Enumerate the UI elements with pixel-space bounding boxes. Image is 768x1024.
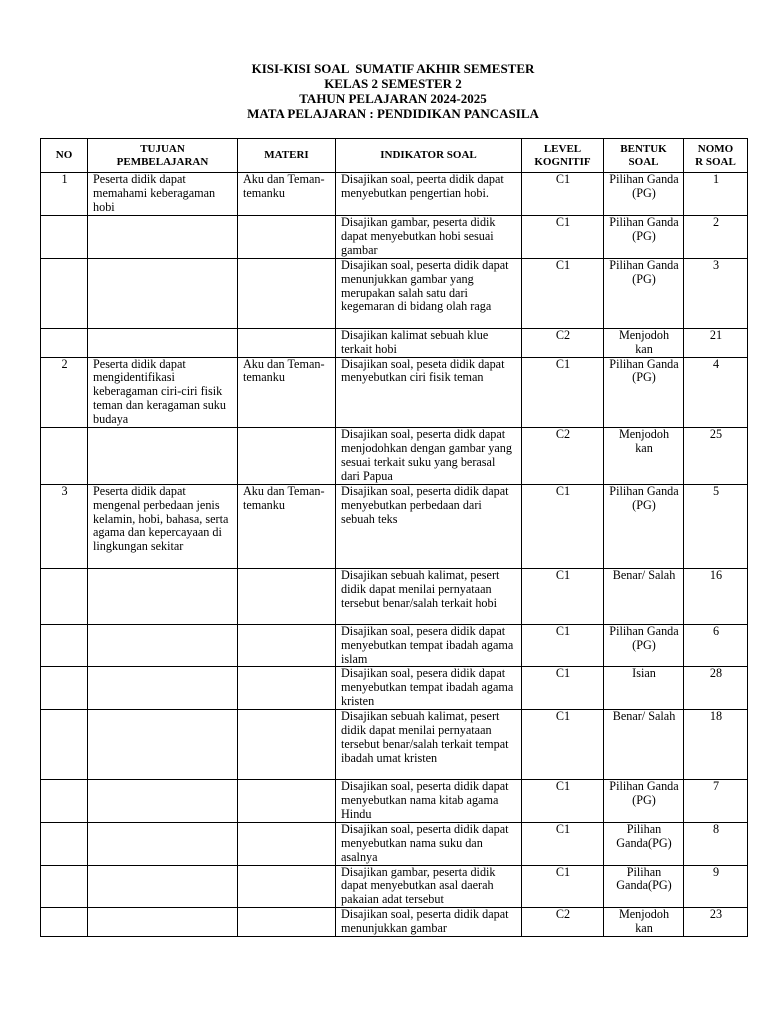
cell-no: 1: [41, 173, 88, 216]
header-line-3: TAHUN PELAJARAN 2024-2025: [299, 91, 487, 106]
cell-nomor: 2: [684, 216, 748, 259]
header-line-1: KISI-KISI SOAL SUMATIF AKHIR SEMESTER: [251, 61, 535, 76]
cell-indikator: Disajikan gambar, peserta didik dapat menyebutkan hobi sesuai gambar: [336, 216, 522, 259]
cell-no: [41, 908, 88, 937]
cell-materi: [238, 780, 336, 823]
table-row: [41, 484, 748, 568]
cell-bentuk: Menjodoh kan: [604, 328, 684, 357]
cell-nomor: 4: [684, 357, 748, 428]
cell-indikator: Disajikan sebuah kalimat, pesert didik dapat menilai pernyataan tersebut benar/salah terkait hobi: [336, 568, 522, 624]
cell-indikator: Disajikan soal, peserta didik dapat menunjukkan gambar yang merupakan salah satu dari kegemaran di bidang olah raga: [336, 258, 522, 328]
cell-bentuk: Pilihan Ganda (PG): [604, 624, 684, 667]
table-row: [41, 780, 748, 823]
cell-nomor: 23: [684, 908, 748, 937]
table-row: [41, 908, 748, 937]
cell-nomor: 18: [684, 710, 748, 780]
cell-indikator: Disajikan soal, peserta didik dapat menunjukkan gambar: [336, 908, 522, 937]
cell-indikator: Disajikan kalimat sebuah klue terkait hobi: [336, 328, 522, 357]
cell-materi: [238, 216, 336, 259]
cell-materi: [238, 667, 336, 710]
cell-nomor: 25: [684, 428, 748, 485]
cell-indikator: Disajikan soal, peerta didik dapat menyebutkan pengertian hobi.: [336, 173, 522, 216]
cell-tujuan: Peserta didik dapat mengenal perbedaan jenis kelamin, hobi, bahasa, serta agama dan kepercayaan di lingkungan sekitar: [88, 484, 238, 568]
cell-nomor: 1: [684, 173, 748, 216]
cell-level: C1: [522, 216, 604, 259]
cell-nomor: 5: [684, 484, 748, 568]
table-row: [41, 173, 748, 216]
cell-indikator: Disajikan soal, peserta didik dapat menyebutkan perbedaan dari sebuah teks: [336, 484, 522, 568]
cell-tujuan: [88, 258, 238, 328]
cell-indikator: Disajikan soal, pesera didik dapat menyebutkan tempat ibadah agama kristen: [336, 667, 522, 710]
cell-no: [41, 624, 88, 667]
header-line-4: MATA PELAJARAN : PENDIDIKAN PANCASILA: [247, 106, 539, 121]
cell-nomor: 6: [684, 624, 748, 667]
table-header-row: [41, 139, 748, 173]
table-body: [41, 173, 748, 937]
cell-nomor: 3: [684, 258, 748, 328]
header-line-2: KELAS 2 SEMESTER 2: [324, 76, 462, 91]
cell-indikator: Disajikan sebuah kalimat, pesert didik dapat menilai pernyataan tersebut benar/salah terkait tempat ibadah umat kristen: [336, 710, 522, 780]
cell-tujuan: [88, 624, 238, 667]
table-row: [41, 865, 748, 908]
cell-bentuk: Pilihan Ganda(PG): [604, 822, 684, 865]
col-header-indikator: INDIKATOR SOAL: [336, 139, 522, 173]
table-row: [41, 667, 748, 710]
cell-tujuan: [88, 822, 238, 865]
cell-bentuk: Pilihan Ganda (PG): [604, 216, 684, 259]
cell-no: 2: [41, 357, 88, 428]
cell-level: C2: [522, 908, 604, 937]
col-header-materi: MATERI: [238, 139, 336, 173]
cell-materi: Aku dan Teman-temanku: [238, 173, 336, 216]
cell-tujuan: [88, 710, 238, 780]
cell-materi: [238, 428, 336, 485]
col-header-nomor: NOMO R SOAL: [684, 139, 748, 173]
cell-tujuan: [88, 216, 238, 259]
table-row: [41, 328, 748, 357]
table-row: [41, 710, 748, 780]
cell-materi: [238, 258, 336, 328]
cell-indikator: Disajikan soal, peserta didik dapat menyebutkan nama suku dan asalnya: [336, 822, 522, 865]
col-header-tujuan: TUJUAN PEMBELAJARAN: [88, 139, 238, 173]
cell-materi: [238, 822, 336, 865]
cell-bentuk: Menjodoh kan: [604, 908, 684, 937]
table-row: [41, 568, 748, 624]
cell-nomor: 16: [684, 568, 748, 624]
cell-materi: [238, 908, 336, 937]
cell-bentuk: Pilihan Ganda (PG): [604, 258, 684, 328]
cell-materi: [238, 710, 336, 780]
cell-indikator: Disajikan soal, peserta didk dapat menjodohkan dengan gambar yang sesuai terkait suku yang berasal dari Papua: [336, 428, 522, 485]
cell-indikator: Disajikan gambar, peserta didik dapat menyebutkan asal daerah pakaian adat tersebut: [336, 865, 522, 908]
cell-no: [41, 667, 88, 710]
cell-materi: [238, 865, 336, 908]
cell-level: C1: [522, 173, 604, 216]
cell-materi: [238, 624, 336, 667]
col-header-bentuk: BENTUK SOAL: [604, 139, 684, 173]
table-row: [41, 357, 748, 428]
cell-materi: [238, 568, 336, 624]
cell-bentuk: Pilihan Ganda(PG): [604, 865, 684, 908]
cell-tujuan: [88, 780, 238, 823]
cell-level: C1: [522, 258, 604, 328]
cell-level: C1: [522, 822, 604, 865]
cell-indikator: Disajikan soal, pesera didik dapat menyebutkan tempat ibadah agama islam: [336, 624, 522, 667]
cell-materi: [238, 328, 336, 357]
table-row: [41, 822, 748, 865]
document-header: [0, 61, 768, 121]
cell-materi: Aku dan Teman-temanku: [238, 357, 336, 428]
cell-nomor: 28: [684, 667, 748, 710]
cell-level: C1: [522, 780, 604, 823]
cell-nomor: 9: [684, 865, 748, 908]
kisi-kisi-table: [40, 138, 748, 937]
cell-bentuk: Pilihan Ganda (PG): [604, 484, 684, 568]
cell-level: C1: [522, 710, 604, 780]
cell-level: C1: [522, 568, 604, 624]
cell-no: [41, 216, 88, 259]
cell-tujuan: [88, 568, 238, 624]
cell-bentuk: Isian: [604, 667, 684, 710]
col-header-level: LEVEL KOGNITIF: [522, 139, 604, 173]
cell-level: C2: [522, 428, 604, 485]
cell-level: C1: [522, 865, 604, 908]
cell-tujuan: [88, 328, 238, 357]
table-row: [41, 216, 748, 259]
cell-tujuan: [88, 667, 238, 710]
cell-tujuan: Peserta didik dapat memahami keberagaman hobi: [88, 173, 238, 216]
cell-bentuk: Menjodoh kan: [604, 428, 684, 485]
cell-no: [41, 865, 88, 908]
cell-level: C1: [522, 484, 604, 568]
cell-indikator: Disajikan soal, peserta didik dapat menyebutkan nama kitab agama Hindu: [336, 780, 522, 823]
cell-level: C2: [522, 328, 604, 357]
cell-tujuan: [88, 908, 238, 937]
cell-tujuan: [88, 865, 238, 908]
col-header-no: NO: [41, 139, 88, 173]
cell-no: [41, 568, 88, 624]
cell-nomor: 21: [684, 328, 748, 357]
cell-no: 3: [41, 484, 88, 568]
cell-tujuan: Peserta didik dapat mengidentifikasi keberagaman ciri-ciri fisik teman dan keragaman suku budaya: [88, 357, 238, 428]
cell-no: [41, 780, 88, 823]
table-row: [41, 258, 748, 328]
cell-no: [41, 822, 88, 865]
cell-level: C1: [522, 667, 604, 710]
cell-no: [41, 328, 88, 357]
table-row: [41, 428, 748, 485]
cell-nomor: 8: [684, 822, 748, 865]
cell-bentuk: Pilihan Ganda (PG): [604, 173, 684, 216]
cell-bentuk: Benar/ Salah: [604, 568, 684, 624]
cell-bentuk: Benar/ Salah: [604, 710, 684, 780]
cell-no: [41, 710, 88, 780]
cell-level: C1: [522, 357, 604, 428]
cell-bentuk: Pilihan Ganda (PG): [604, 780, 684, 823]
cell-tujuan: [88, 428, 238, 485]
cell-no: [41, 258, 88, 328]
cell-materi: Aku dan Teman-temanku: [238, 484, 336, 568]
cell-indikator: Disajikan soal, peseta didik dapat menyebutkan ciri fisik teman: [336, 357, 522, 428]
table-row: [41, 624, 748, 667]
cell-level: C1: [522, 624, 604, 667]
cell-no: [41, 428, 88, 485]
cell-bentuk: Pilihan Ganda (PG): [604, 357, 684, 428]
cell-nomor: 7: [684, 780, 748, 823]
